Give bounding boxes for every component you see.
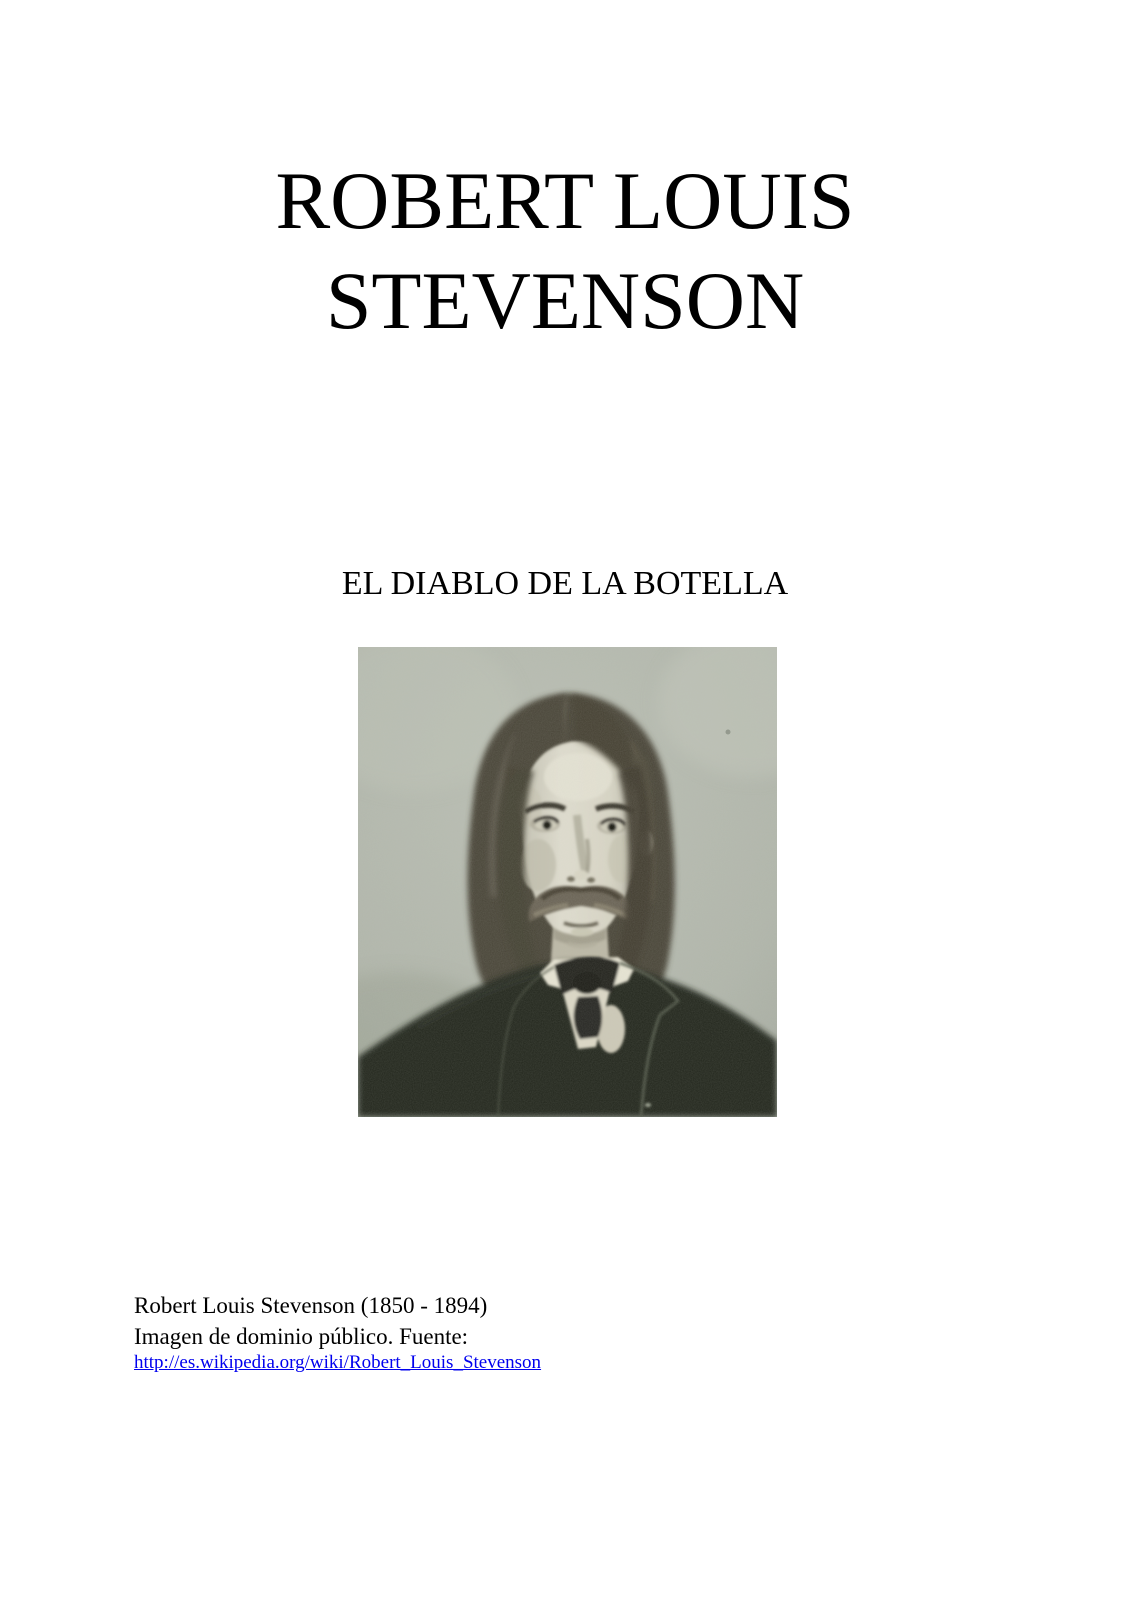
portrait-image bbox=[358, 647, 777, 1117]
title-line-1: ROBERT LOUIS bbox=[275, 155, 855, 246]
photo-grain bbox=[358, 647, 777, 1117]
book-author-title bbox=[0, 151, 1130, 351]
image-caption bbox=[134, 1290, 541, 1374]
caption-name-line: Robert Louis Stevenson (1850 - 1894) bbox=[134, 1293, 488, 1318]
wikipedia-source-link[interactable]: http://es.wikipedia.org/wiki/Robert_Louis_Stevenson bbox=[134, 1352, 542, 1373]
caption-link-line bbox=[134, 1352, 541, 1374]
book-title-subtitle: EL DIABLO DE LA BOTELLA bbox=[341, 565, 789, 602]
stevenson-portrait-photo bbox=[358, 647, 777, 1117]
caption-source-line: Imagen de dominio público. Fuente: bbox=[134, 1324, 469, 1349]
title-line-2: STEVENSON bbox=[325, 255, 805, 346]
